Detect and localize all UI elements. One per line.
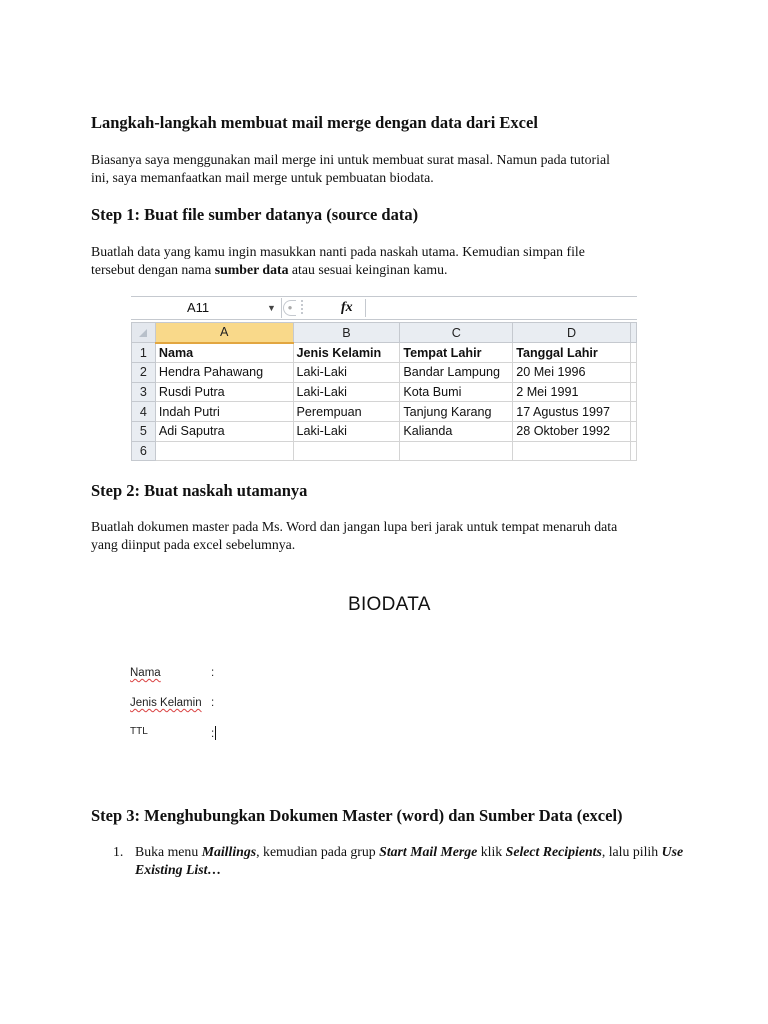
field-colon-ttl: : (211, 728, 215, 740)
intro-line-1: Biasanya saya menggunakan mail merge ini untuk membuat surat masal. Namun pada tutorial (91, 152, 610, 167)
cell[interactable] (630, 382, 636, 402)
formula-separator (365, 299, 366, 317)
cell[interactable] (513, 441, 631, 461)
cell[interactable]: Adi Saputra (155, 421, 293, 441)
step1-paragraph (91, 243, 671, 279)
field-label-nama: Nama (130, 667, 161, 679)
row-number[interactable]: 2 (132, 363, 156, 383)
cell[interactable]: 20 Mei 1996 (513, 363, 631, 383)
cell[interactable]: 28 Oktober 1992 (513, 421, 631, 441)
table-row (132, 343, 637, 363)
sumber-data-bold: sumber data (214, 262, 289, 277)
table-row (132, 421, 637, 441)
column-header-a[interactable]: A (155, 323, 293, 343)
formula-bar-collapse-icon: ● (283, 300, 296, 316)
field-colon-nama: : (211, 667, 215, 679)
cell[interactable]: Hendra Pahawang (155, 363, 293, 383)
cell[interactable] (155, 441, 293, 461)
row-number[interactable]: 3 (132, 382, 156, 402)
step1-line-1: Buatlah data yang kamu ingin masukkan nanti pada naskah utama. Kemudian simpan file (91, 244, 585, 259)
cell[interactable] (630, 421, 636, 441)
cell[interactable]: Indah Putri (155, 402, 293, 422)
column-header-d[interactable]: D (513, 323, 631, 343)
select-all-corner[interactable] (132, 323, 156, 343)
cell[interactable]: Laki-Laki (293, 363, 400, 383)
fx-icon[interactable]: fx (341, 300, 353, 315)
step1-line-2: tersebut dengan nama sumber data atau sesuai keinginan kamu. (91, 262, 448, 277)
row-number[interactable]: 4 (132, 402, 156, 422)
cell[interactable]: Jenis Kelamin (293, 343, 400, 363)
spreadsheet-grid (131, 322, 637, 461)
step3-heading: Step 3: Menghubungkan Dokumen Master (word) dan Sumber Data (excel) (91, 806, 623, 825)
dropdown-arrow-icon[interactable]: ▼ (267, 303, 276, 313)
text-cursor-icon (215, 726, 216, 740)
table-row (132, 382, 637, 402)
cell[interactable] (630, 343, 636, 363)
table-row (132, 402, 637, 422)
cell[interactable]: Bandar Lampung (400, 363, 513, 383)
name-box-value: A11 (187, 300, 210, 315)
use-existing-list-term: Use Existing List… (135, 844, 684, 877)
cell[interactable]: Rusdi Putra (155, 382, 293, 402)
cell[interactable]: Kota Bumi (400, 382, 513, 402)
cell[interactable]: 17 Agustus 1997 (513, 402, 631, 422)
list-number: 1. (113, 844, 124, 859)
cell[interactable] (630, 402, 636, 422)
cell[interactable]: Laki-Laki (293, 421, 400, 441)
biodata-title: BIODATA (348, 594, 431, 615)
cell[interactable]: Laki-Laki (293, 382, 400, 402)
field-colon-jenis-kelamin: : (211, 697, 215, 709)
formula-bar (131, 297, 637, 320)
field-label-jenis-kelamin: Jenis Kelamin (130, 697, 202, 709)
step2-paragraph (91, 518, 691, 554)
column-header-b[interactable]: B (293, 323, 400, 343)
intro-paragraph (91, 151, 671, 187)
cell[interactable]: 2 Mei 1991 (513, 382, 631, 402)
main-heading: Langkah-langkah membuat mail merge dengan data dari Excel (91, 113, 538, 132)
cell[interactable] (630, 441, 636, 461)
cell[interactable]: Tanjung Karang (400, 402, 513, 422)
step1-heading: Step 1: Buat file sumber datanya (source data) (91, 205, 419, 224)
excel-screenshot (131, 296, 637, 463)
start-mail-merge-term: Start Mail Merge (379, 844, 478, 859)
cell[interactable]: Nama (155, 343, 293, 363)
row-number[interactable]: 1 (132, 343, 156, 363)
cell[interactable]: Tanggal Lahir (513, 343, 631, 363)
cell[interactable]: Perempuan (293, 402, 400, 422)
column-header-c[interactable]: C (400, 323, 513, 343)
row-number[interactable]: 5 (132, 421, 156, 441)
step2-line-1: Buatlah dokumen master pada Ms. Word dan jangan lupa beri jarak untuk tempat menaruh data (91, 519, 618, 534)
field-label-ttl: TTL (130, 726, 148, 737)
step2-heading: Step 2: Buat naskah utamanya (91, 481, 308, 500)
column-header-row (132, 323, 637, 343)
list-item: 1. Buka menu Maillings, kemudian pada grup Start Mail Merge klik Select Recipients, lalu pilih Use Existing List… (113, 844, 684, 877)
intro-line-2: ini, saya memanfaatkan mail merge untuk pembuatan biodata. (91, 170, 434, 185)
name-box[interactable] (131, 298, 282, 318)
select-all-icon (139, 329, 147, 337)
step2-line-2: yang diinput pada excel sebelumnya. (91, 537, 296, 552)
cell[interactable] (293, 441, 400, 461)
cell[interactable] (630, 363, 636, 383)
cell[interactable] (400, 441, 513, 461)
step3-list (113, 843, 703, 879)
select-recipients-term: Select Recipients (505, 844, 602, 859)
maillings-term: Maillings (201, 844, 257, 859)
formula-bar-divider-icon (301, 300, 305, 314)
row-number[interactable]: 6 (132, 441, 156, 461)
cell[interactable]: Kalianda (400, 421, 513, 441)
column-header-e[interactable] (630, 323, 636, 343)
table-row (132, 441, 637, 461)
cell[interactable]: Tempat Lahir (400, 343, 513, 363)
table-row (132, 363, 637, 383)
